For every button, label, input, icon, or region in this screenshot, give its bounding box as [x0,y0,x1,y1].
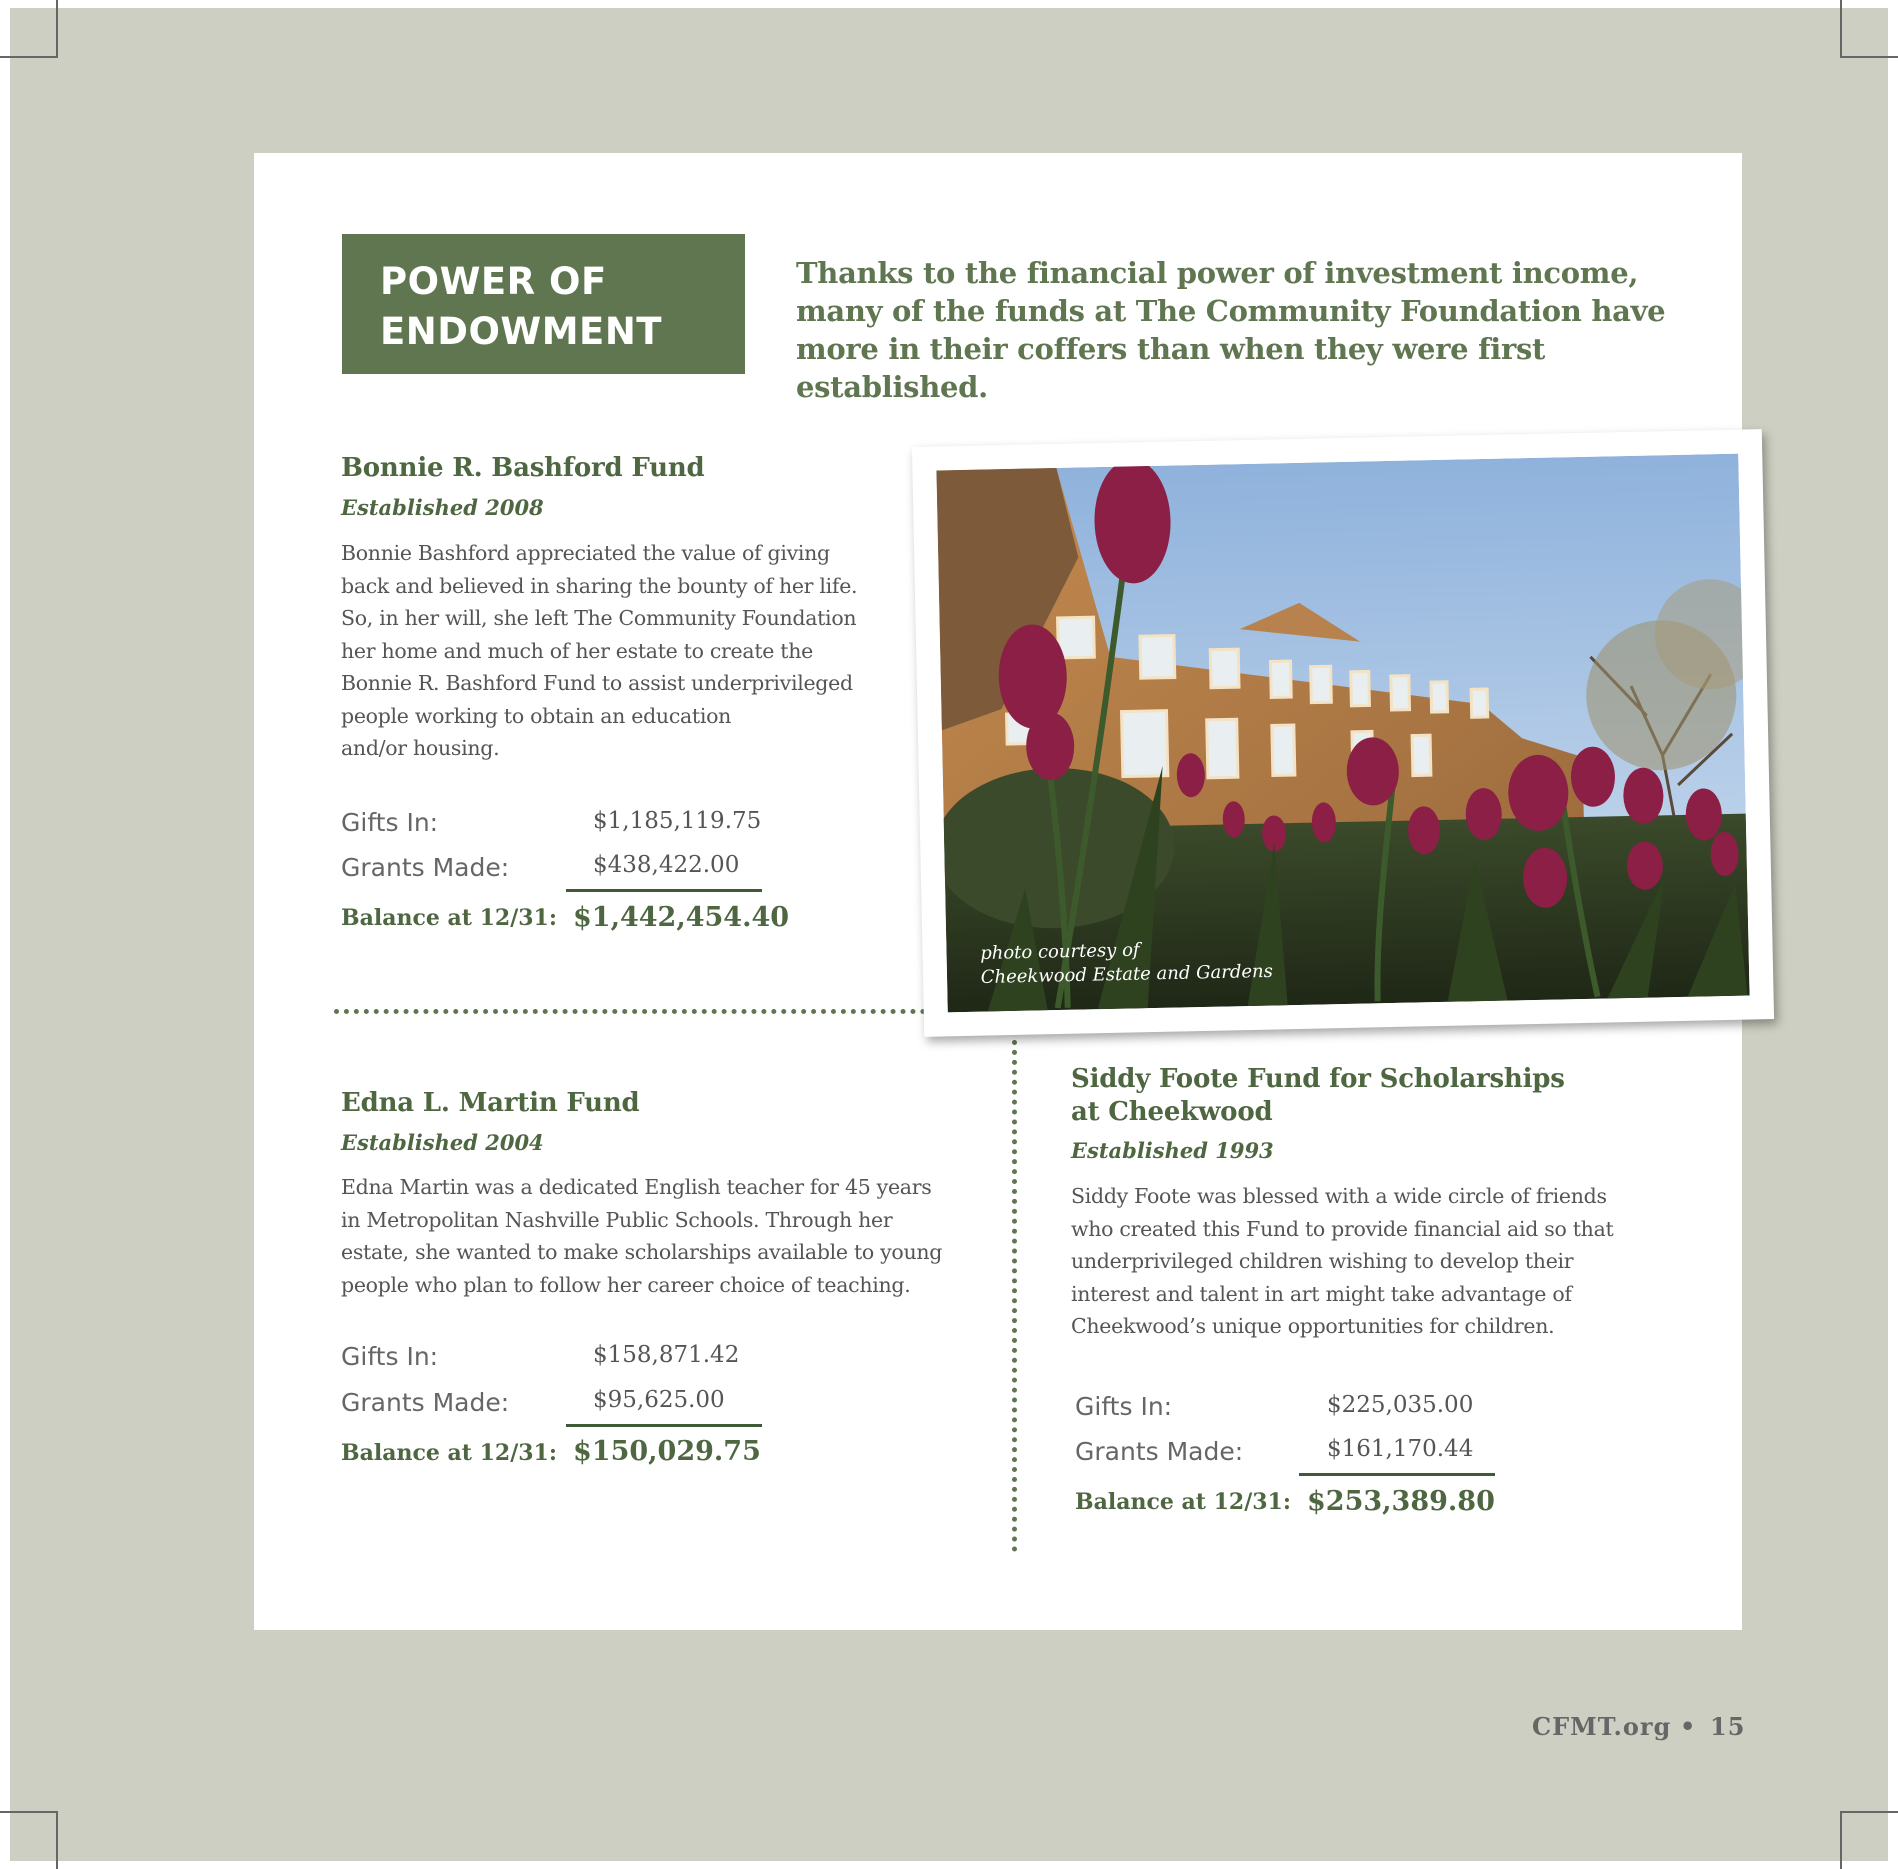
description-line: in Metropolitan Nashville Public Schools. Through her [341,1207,893,1232]
page-number: 15 [1710,1712,1746,1741]
fund-description [1071,1180,1613,1343]
crop-mark [0,56,58,58]
sum-rule [566,1424,762,1427]
crop-mark [0,1811,58,1813]
description-line: her home and much of her estate to create the [341,638,813,663]
description-line: Edna Martin was a dedicated English teacher for 45 years [341,1175,932,1199]
section-banner [342,234,745,374]
grants-label: Grants Made: [341,853,510,882]
footer-bullet: • [1680,1712,1697,1741]
grants-amount: $161,170.44 [1327,1436,1474,1462]
balance-label: Balance at 12/31: [1075,1489,1291,1515]
grants-label: Grants Made: [341,1388,510,1417]
gifts-label: Gifts In: [1075,1392,1173,1421]
gifts-amount: $158,871.42 [593,1342,740,1368]
grants-amount: $95,625.00 [593,1387,725,1413]
cheekwood-photo [936,454,1749,1013]
fund-title: Edna L. Martin Fund [341,1088,640,1118]
footer-site: CFMT.org [1532,1712,1672,1741]
established-year: Established 1993 [1071,1138,1274,1163]
fund-title [1071,1063,1565,1129]
gifts-label: Gifts In: [341,1342,439,1371]
sum-rule [566,889,762,892]
description-line: Bonnie R. Bashford Fund to assist underprivileged [341,671,853,695]
gifts-amount: $225,035.00 [1327,1392,1474,1418]
title-line: Siddy Foote Fund for Scholarships [1071,1064,1565,1094]
fund-title: Bonnie R. Bashford Fund [341,453,705,483]
credit-line: Cheekwood Estate and Gardens [980,960,1274,988]
established-year: Established 2004 [341,1130,544,1155]
crop-mark [1840,0,1842,58]
description-line: interest and talent in art might take advantage of [1071,1281,1572,1306]
description-line: Siddy Foote was blessed with a wide circle of friends [1071,1184,1607,1208]
description-line: So, in her will, she left The Community Foundation [341,606,857,630]
title-line: at Cheekwood [1071,1097,1273,1127]
grants-label: Grants Made: [1075,1437,1244,1466]
banner-line: ENDOWMENT [380,310,663,353]
credit-line: photo courtesy of [980,939,1140,964]
description-line: Cheekwood’s unique opportunities for children. [1071,1314,1555,1338]
sum-rule [1299,1473,1495,1476]
crop-mark [1840,56,1898,58]
balance-amount: $150,029.75 [573,1436,761,1467]
description-line: people working to obtain an education [341,703,732,728]
fund-description [341,1171,942,1301]
gifts-amount: $1,185,119.75 [593,808,762,834]
dotted-divider [1012,1040,1017,1552]
description-line: who created this Fund to provide financial aid so that [1071,1216,1614,1241]
crop-mark [56,0,58,58]
banner-line: POWER OF [380,260,607,303]
description-line: and/or housing. [341,736,500,760]
description-line: estate, she wanted to make scholarships available to young [341,1240,943,1264]
grants-amount: $438,422.00 [593,852,740,878]
description-line: people who plan to follow her career choice of teaching. [341,1272,911,1297]
fund-description [341,537,857,765]
gifts-label: Gifts In: [341,808,439,837]
description-line: Bonnie Bashford appreciated the value of giving [341,541,830,565]
crop-mark [56,1811,58,1869]
balance-amount: $253,389.80 [1307,1486,1495,1517]
balance-label: Balance at 12/31: [341,1440,557,1466]
balance-amount: $1,442,454.40 [573,902,790,933]
balance-label: Balance at 12/31: [341,905,557,931]
dotted-divider [334,1009,926,1014]
photo-credit [980,936,1273,990]
established-year: Established 2008 [341,495,544,520]
crop-mark [1840,1811,1898,1813]
description-line: back and believed in sharing the bounty of her life. [341,573,858,598]
description-line: underprivileged children wishing to develop their [1071,1249,1574,1273]
intro-text: Thanks to the financial power of investment income, many of the funds at The Community Foundation have more in their coffers than when they were first established. [796,256,1666,404]
crop-mark [1840,1811,1842,1869]
